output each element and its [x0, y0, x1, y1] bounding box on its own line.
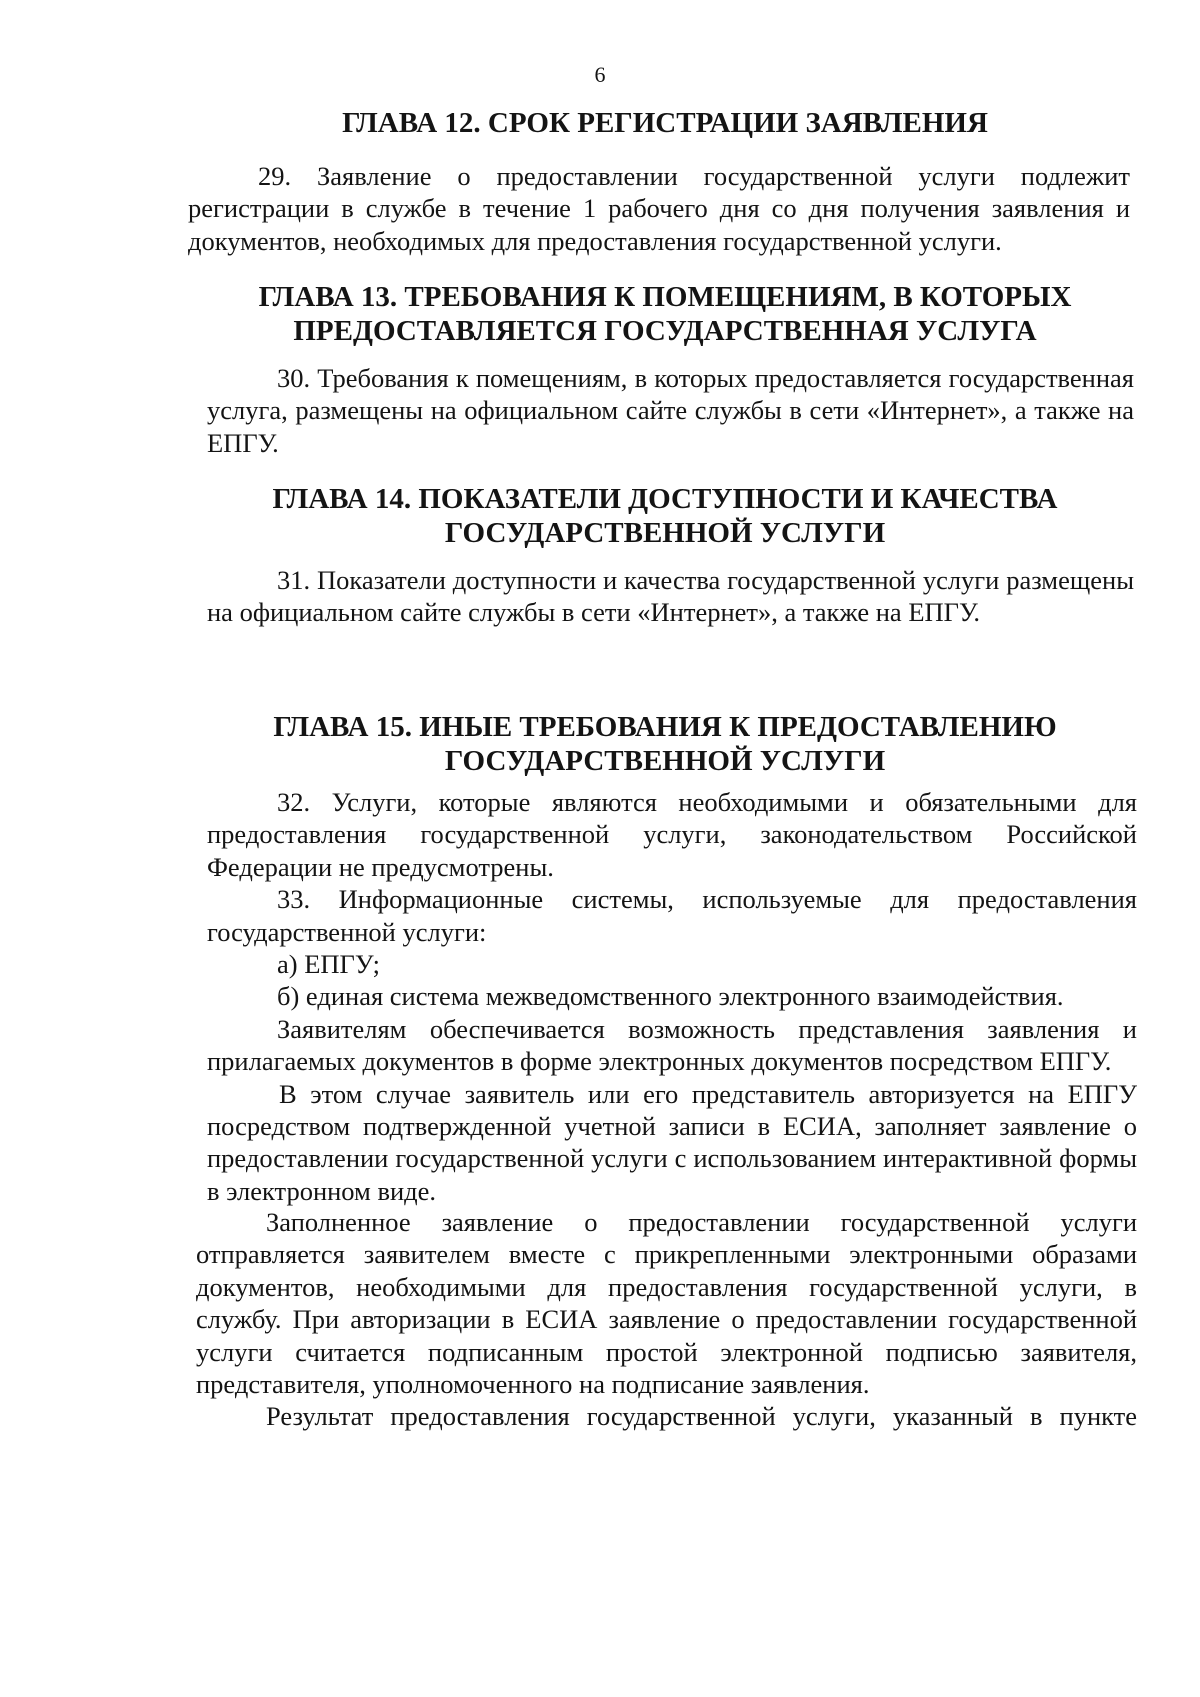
paragraph-filled-application: Заполненное заявление о предоставлении государственной услуги отправляется заявителем вместе с прикрепленными электронными образами документов, необходимыми для предоставления государственной услуги, в службу. При авторизации в ЕСИА заявление о предоставлении государственной услуги считается подписанным простой электронной подписью заявителя, представителя, уполномоченного на подписание заявления.: [196, 1207, 1137, 1400]
paragraph-30: 30. Требования к помещениям, в которых предоставляется государственная услуга, размещены на официальном сайте службы в сети «Интернет», а также на ЕПГУ.: [207, 363, 1134, 458]
paragraph-result: Результат предоставления государственной услуги, указанный в пункте: [266, 1401, 1137, 1432]
paragraph-33: 33. Информационные системы, используемые для предоставления государственной услуги:: [207, 884, 1137, 947]
chapter-15-body-lower: [196, 1206, 1137, 1433]
paragraph-applicants: Заявителям обеспечивается возможность представления заявления и прилагаемых документов в форме электронных документов посредством ЕПГУ.: [207, 1013, 1137, 1077]
list-item-b: б) единая система межведомственного электронного взаимодействия.: [277, 981, 1064, 1012]
chapter-12-heading: [200, 106, 1130, 140]
paragraph-29: 29. Заявление о предоставлении государственной услуги подлежит регистрации в службе в течение 1 рабочего дня со дня получения заявления и документов, необходимых для предоставления государственной услуги.: [188, 161, 1130, 256]
paragraph-32: 32. Услуги, которые являются необходимыми и обязательными для предоставления государственной услуги, законодательством Российской Федерации не предусмотрены.: [207, 787, 1137, 882]
chapter-13-heading-line-2: ПРЕДОСТАВЛЯЕТСЯ ГОСУДАРСТВЕННАЯ УСЛУГА: [293, 315, 1037, 347]
paragraph-31: 31. Показатели доступности и качества государственной услуги размещены на официальном сайте службы в сети «Интернет», а также на ЕПГУ.: [207, 565, 1134, 628]
chapter-15-heading-line-1: ГЛАВА 15. ИНЫЕ ТРЕБОВАНИЯ К ПРЕДОСТАВЛЕНИЮ: [273, 711, 1057, 743]
list-item-a: а) ЕПГУ;: [277, 949, 380, 980]
chapter-15-heading-line-2: ГОСУДАРСТВЕННОЙ УСЛУГИ: [444, 745, 886, 777]
chapter-14-heading-line-1: ГЛАВА 14. ПОКАЗАТЕЛИ ДОСТУПНОСТИ И КАЧЕСТВА: [272, 483, 1058, 515]
chapter-14-heading-line-2: ГОСУДАРСТВЕННОЙ УСЛУГИ: [444, 517, 886, 549]
page-number: 6: [594, 62, 606, 87]
paragraph-authorization: В этом случае заявитель или его представитель авторизуется на ЕПГУ посредством подтвержденной учетной записи в ЕСИА, заполняет заявление о предоставлении государственной услуги с использованием интерактивной формы в электронном виде.: [207, 1078, 1137, 1206]
chapter-15-heading: [200, 710, 1130, 778]
chapter-13-heading: [200, 280, 1130, 348]
chapter-14-heading: [200, 482, 1130, 550]
chapter-13-heading-line-1: ГЛАВА 13. ТРЕБОВАНИЯ К ПОМЕЩЕНИЯМ, В КОТОРЫХ: [258, 281, 1072, 313]
chapter-12-heading-text: ГЛАВА 12. СРОК РЕГИСТРАЦИИ ЗАЯВЛЕНИЯ: [342, 107, 988, 139]
chapter-15-body-upper: [207, 786, 1137, 1207]
